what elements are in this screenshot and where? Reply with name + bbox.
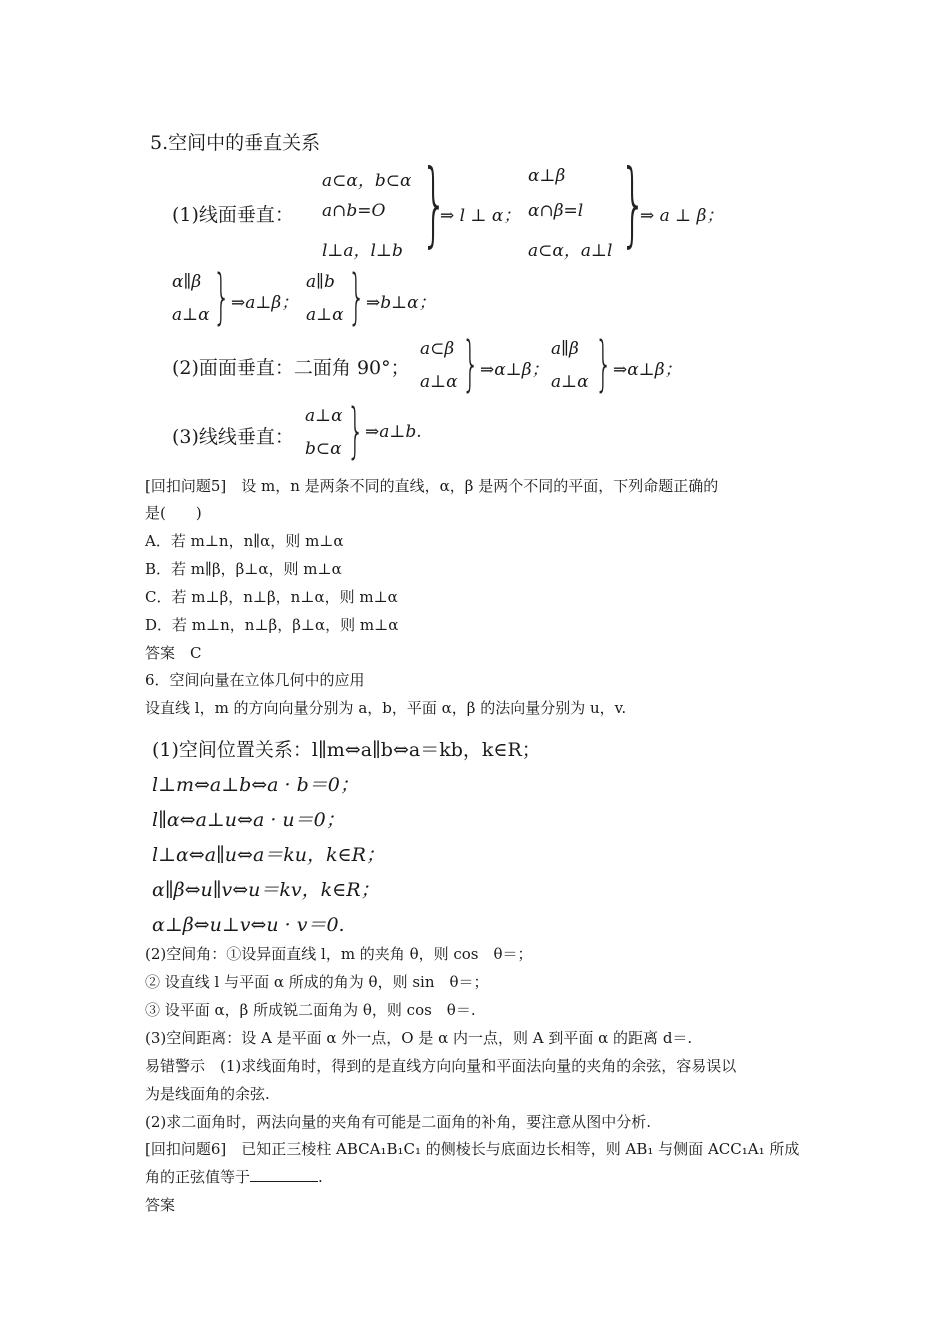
p1-cond-b-2: α∩β=l (528, 201, 584, 221)
p1-implies-2: ⇒ a ⊥ β； (640, 206, 724, 226)
p3-cond-2: b⊂α (305, 439, 342, 459)
p1-cond-b-3: a⊂α，a⊥l (528, 241, 613, 261)
answer-blank (250, 1167, 318, 1182)
angle-line-plane: ② 设直线 l 与平面 α 所成的角为 θ，则 sin θ＝； (145, 973, 489, 991)
p1-implies-4: ⇒b⊥α； (366, 293, 436, 313)
p1-label: (1)线面垂直： (172, 204, 294, 226)
p1-cond-b-1: α⊥β (528, 166, 566, 186)
right-brace-7: } (347, 396, 365, 466)
p3-label: (3)线线垂直： (172, 426, 294, 448)
question-6-answer: 答案 (145, 1196, 176, 1214)
question-5-stem-line2: 是( ) (145, 504, 202, 522)
formula-line-perpendicular-plane: l⊥α⇔a∥u⇔a＝ku，k∈R； (152, 844, 385, 866)
formula-parallel-planes: α∥β⇔u∥v⇔u＝kv，k∈R； (152, 879, 380, 901)
right-brace-2: } (620, 150, 647, 257)
warning-line2: 为是线面角的余弦. (145, 1085, 270, 1103)
section-6-title: 6．空间向量在立体几何中的应用 (145, 671, 365, 689)
p2-implies-1: ⇒α⊥β； (480, 360, 549, 380)
p2-cond-a-1: a⊂β (420, 339, 455, 359)
angle-dihedral: ③ 设平面 α，β 所成锐二面角为 θ，则 cos θ＝. (145, 1001, 476, 1019)
p2-implies-2: ⇒α⊥β； (613, 360, 682, 380)
formula-perpendicular-lines: l⊥m⇔a⊥b⇔a · b＝0； (152, 774, 359, 796)
warning-line1: 易错警示 (1)求线面角时，得到的是直线方向向量和平面法向量的夹角的余弦，容易误以 (145, 1057, 737, 1075)
p1-implies-1: ⇒ l ⊥ α； (440, 206, 521, 226)
warning-line3: (2)求二面角时，两法向量的夹角有可能是二面角的补角，要注意从图中分析. (145, 1113, 652, 1131)
p1-cond-a-1: a⊂α，b⊂α (322, 171, 412, 191)
question-5-answer: 答案 C (145, 644, 202, 662)
formula-perpendicular-planes: α⊥β⇔u⊥v⇔u · v＝0. (152, 914, 345, 936)
option-b: B．若 m∥β，β⊥α，则 m⊥α (145, 560, 342, 578)
option-d: D．若 m⊥n，n⊥β，β⊥α，则 m⊥α (145, 616, 399, 634)
angle-skew-lines: (2)空间角：①设异面直线 l，m 的夹角 θ，则 cos θ＝； (145, 945, 533, 963)
question-6-period: . (318, 1168, 323, 1186)
formula-line-parallel-plane: l∥α⇔a⊥u⇔a · u＝0； (152, 809, 345, 831)
question-6-line1: [回扣问题6] 已知正三棱柱 ABCA₁B₁C₁ 的侧棱长与底面边长相等，则 AB₁ 与侧面 ACC₁A₁ 所成 (145, 1140, 800, 1158)
question-6-text: 角的正弦值等于 (145, 1168, 251, 1186)
p2-label: (2)面面垂直：二面角 90°； (172, 357, 410, 379)
right-brace-1: } (421, 150, 448, 257)
option-c: C．若 m⊥β，n⊥β，n⊥α，则 m⊥α (145, 588, 398, 606)
p2-cond-b-1: a∥β (551, 339, 579, 359)
p3-implies: ⇒a⊥b. (365, 422, 422, 442)
p1-cond-c-2: a⊥α (172, 305, 210, 325)
distance-point-plane: (3)空间距离：设 A 是平面 α 外一点，O 是 α 内一点，则 A 到平面 α 的距离 d＝. (145, 1029, 693, 1047)
formula-parallel-lines: (1)空间位置关系：l∥m⇔a∥b⇔a＝kb，k∈R； (152, 739, 541, 761)
p1-cond-d-2: a⊥α (306, 305, 344, 325)
option-a: A．若 m⊥n，n∥α，则 m⊥α (145, 532, 344, 550)
right-brace-6: } (595, 329, 613, 399)
p1-cond-d-1: a∥b (306, 272, 335, 292)
p3-cond-1: a⊥α (305, 406, 343, 426)
p2-cond-b-2: a⊥α (551, 372, 589, 392)
section-5-title: 5.空间中的垂直关系 (150, 132, 321, 154)
section-6-intro: 设直线 l，m 的方向向量分别为 a，b，平面 α，β 的法向量分别为 u，v. (145, 699, 627, 717)
right-brace-5: } (462, 329, 480, 399)
right-brace-4: } (348, 262, 366, 332)
p1-cond-c-1: α∥β (172, 272, 202, 292)
p2-cond-a-2: a⊥α (420, 372, 458, 392)
p1-implies-3: ⇒a⊥β； (231, 293, 299, 313)
p1-cond-a-3: l⊥a，l⊥b (322, 241, 403, 261)
question-5-stem-line1: [回扣问题5] 设 m，n 是两条不同的直线，α，β 是两个不同的平面，下列命题正确的 (145, 477, 719, 495)
question-6-line2 (145, 1164, 323, 1191)
p1-cond-a-2: a∩b=O (322, 201, 386, 221)
right-brace-3: } (213, 262, 231, 332)
